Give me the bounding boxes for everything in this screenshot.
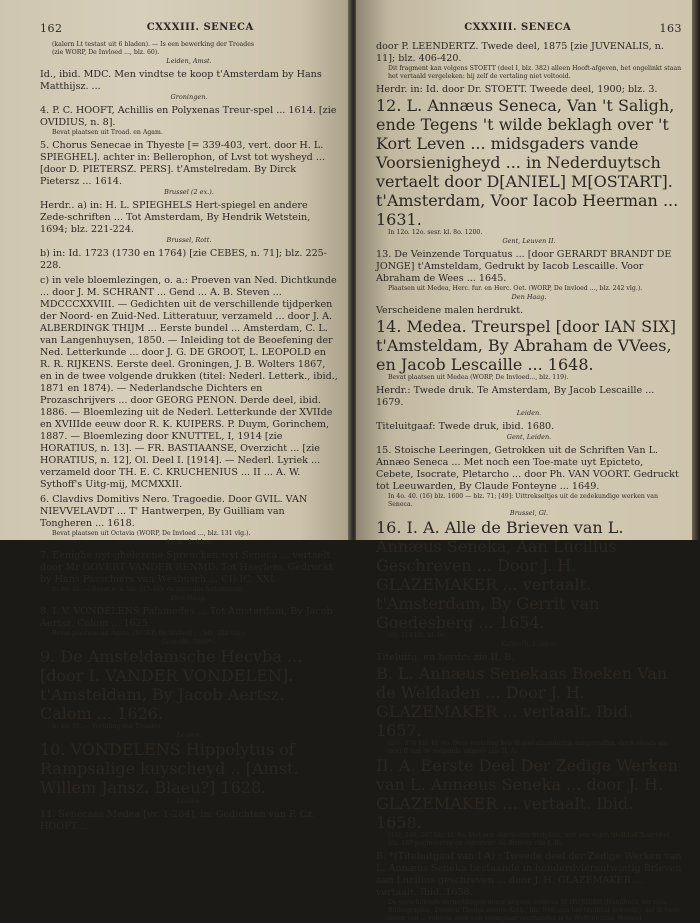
library-location: Antw., Leiden. xyxy=(165,538,213,546)
bibliographic-note: In 4o. 40. (16) blz. 1600 — blz. 71; [49]: Uittrekseltjes uit de zedekundige werken van Seneca. xyxy=(388,493,658,508)
right-page-number: 163 xyxy=(659,22,682,35)
bibliographic-note: Bevat plaatsen uit Medea (WORP, De Invloed..., blz. 119). xyxy=(388,374,569,381)
library-location: Gent (Bl. 7998*). xyxy=(161,638,217,646)
bibliography-entry: 12. L. Annæus Seneca, Van 't Saligh, ende Tegens 't wilde beklagh over 't Kort Leven ... midsgaders vande Voorsienigheyd ... in Nederduytsch vertaelt door D[ANIEL] M[OSTART]. t'Amsterdam, Voor Iacob Heerman ... 1631. xyxy=(376,96,679,229)
library-location: Brussel (2 ex.). xyxy=(164,188,214,196)
library-location: Den Haag. xyxy=(511,293,547,301)
library-location: Den Haag. xyxy=(171,594,207,602)
right-page xyxy=(356,0,692,922)
right-page-text xyxy=(376,41,682,923)
library-location: Leiden. xyxy=(176,797,202,805)
bibliographic-note: (16), 346, 207 blz. kl. 8o. Met een algemeene titelplaat, met een eigen titelblad [kaartjes], blz. 167 pagineering en signatuur: de Brieven (zie I, B). xyxy=(388,832,672,847)
bibliography-entry: door P. LEENDERTZ. Twede deel, 1875 [zie JUVENALIS, n. 11]; blz. 406-420. xyxy=(376,41,664,64)
bibliography-entry: 14. Medea. Treurspel [door IAN SIX] t'Amsteldam, By Abraham de VVees, en Jacob Lescaille ... 1648. xyxy=(376,317,677,374)
bibliography-entry: B. *(Titeluitgaaf van I A) : Tweede deel der Zedige Werken van L. Annæus Seneka bestaande in honderdvierentwintig Brieven aan Lucilius geschreven ... door J. H. GLAZEMAKER ... vertaalt. Ibid. 1658. xyxy=(376,851,682,898)
bibliographic-note: Dit fragment kan volgens STOETT (deel I, blz. 382) alleen Hooft-afgeven, het ongelinkt staan het vertaald vergeleken: hij zelf de vertaling niet voltooid. xyxy=(388,65,682,80)
bibliography-entry: Herdr. in: Id. door Dr. STOETT. Tweede deel, 1900; blz. 3. xyxy=(376,84,658,95)
page-edge xyxy=(692,0,700,540)
library-location: Leiden, Amst. xyxy=(166,57,212,65)
bibliography-entry: 16. I. A. Alle de Brieven van L. Annæus Seneka, Aan Lucilius Geschreven ... Door J. H. GLAZEMAKER ... vertaalt. t'Amsterdam, By Gerrit van Goedesberg ... 1654. xyxy=(376,518,624,632)
bibliography-entry: Herdr.. a) in: H. L. SPIEGHELS Hert-spiegel en andere Zede-schriften ... Tot Amsterdam, By Hendrik Wetstein, 1694; blz. 221-224. xyxy=(40,200,311,235)
left-running-title: CXXXIII. SENECA xyxy=(146,22,254,33)
library-location: Gent, Leuven II. xyxy=(502,237,556,245)
bibliographic-note: In 4o. 40. — Vertaling der Troades. xyxy=(52,723,163,730)
library-location: Leiden. xyxy=(176,731,202,739)
bibliographic-note: (kalern Lt testast uit 6 bladen). — Is een bewerking der Troades xyxy=(52,41,255,48)
bibliography-entry: 4. P. C. HOOFT, Achillis en Polyxenas Treur-spel ... 1614. [zie OVIDIUS, n. 8]. xyxy=(40,105,337,128)
bibliography-entry: Verscheidene malen herdrukt. xyxy=(376,305,524,316)
bibliography-entry: 5. Chorus Senecae in Thyeste [= 339-403, vert. door H. L. SPIEGHEL]. achter in: Bellerophon, of Lvst tot wysheyd ... [door D. PIETERSZ. PERS]. t'Amstelredam. By Dirck Pietersz ... 1614. xyxy=(40,140,326,187)
bibliography-entry: b) in: Id. 1723 (1730 en 1764) [zie CEBES, n. 71]; blz. 225-228. xyxy=(40,248,328,271)
bibliographic-note: (zie WORP, De Invloed ..., blz. 60). xyxy=(52,49,160,56)
bibliographic-note: Bevat plaatsen uit Troad. en Agam. xyxy=(52,129,163,136)
library-location: Leiden. xyxy=(516,409,542,417)
left-page-number: 162 xyxy=(40,22,63,35)
library-location: Brussel, Rott. xyxy=(166,236,212,244)
bibliographic-note: In 12o. 12o. sesr. kl. 8o. 1200. xyxy=(388,229,483,236)
bibliography-entry: 6. Clavdivs Domitivs Nero. Tragoedie. Door GVIL. VAN NIEVVELAVDT ... T' Hantwerpen, By Guilliam van Tongheren ... 1618. xyxy=(40,494,308,529)
right-page-header xyxy=(376,22,682,35)
bibliographic-note: Plaatsen uit Medea, Herc. fur. en Herc. Oet. (WORP, De Invloed ..., blz. 242 vlg.). xyxy=(388,285,643,292)
bibliographic-note: (8), 214 blz. kl. 8o. xyxy=(388,632,447,639)
bibliography-entry: Titeluitgaaf: Twede druk, ibid. 1680. xyxy=(376,421,555,432)
library-location: Brussel, Gl. xyxy=(509,509,549,517)
bibliographic-note: Bevat plaatsen uit Agam. (WORP, De Invloed ..., blz. 202 vlg.) xyxy=(52,630,245,637)
library-location: Kalmoth, Leiden. xyxy=(500,640,558,648)
bibliography-entry: 7. Eenighe uyt-ghelezene Spreucken wyt Seneca ... vertaelt door Mr GOVERT VANDER RENMD. Tot Haerlem, Gedruckt by Hans Passchiers van Wesbusch ... CI) IC. XXI. xyxy=(40,550,333,585)
bibliographic-note: (20), 376 blz. kl. 8o. Deze vertaling heb ik niet afzonderlijk aangetroffen, doch steeds als deel II van de volgende uitgave (zie II, A). xyxy=(388,740,668,755)
left-page xyxy=(0,0,352,832)
bibliography-entry: 10. VONDELENS Hippolytus of Rampsalige kuyscheyd .. [Amst. Willem Jansz. Blaeu?] 1628. xyxy=(40,740,299,797)
right-running-title: CXXXIII. SENECA xyxy=(464,22,572,33)
bibliographic-note: In 8o. 40. — Bevat o. a. blz. (15-46): de remediis fortuitorum. xyxy=(52,586,244,593)
left-page-header xyxy=(40,22,338,35)
bibliography-entry: Titeluitg. en herdr.: zie II, B. xyxy=(376,652,515,663)
bibliography-entry: Herdr.: Twede druk. Te Amsterdam, By Jacob Lescaille ... 1679. xyxy=(376,385,655,408)
bibliography-entry: II. A. Eerste Deel Der Zedige Werken van L. Annæus Seneka ... door J. H. GLAZEMAKER ... vertaalt. Ibid. 1658. xyxy=(376,756,678,832)
bibliography-entry: 9. De Amsteldamsche Hecvba ... [door I. VANDER VONDELEN]. t'Amsteldam, By Jacob Aertsz. Calom ... 1626. xyxy=(40,647,303,723)
bibliographic-note: Bevat plaatsen uit Octavia (WORP, De Invloed ..., blz. 131 vlg.). xyxy=(52,530,251,537)
bibliography-entry: B. L. Annæus Senekaas Boeken Van de Weldaden ... Door J. H. GLAZEMAKER ... vertaalt. Ibid. 1657. xyxy=(376,664,668,740)
bibliography-entry: 13. De Veinzende Torquatus ... [door GERARDT BRANDT DE JONGE] t'Amsteldam, Gedrukt by Iacob Lescaille. Voor Abraham de Wees ... 1645. xyxy=(376,249,672,284)
library-location: Gent, Leiden. xyxy=(506,433,552,441)
bibliographic-note: De verschillende vermeldingen dezer uitgave, volgens SCHWEIGER (Handbuch der clas. Bibliographie, Zweiten Theiles zweite Abth., blz. 940; aan het titelblad gekende), dat ik twee delen van ... volgens wien een exemplaar voorhanden is te Wolfenbüttel. Hoewel xyxy=(388,899,680,922)
bibliography-entry: 15. Stoische Leeringen, Getrokken uit de Schriften Van L. Annæo Seneca ... Met noch een Toe-mate uyt Epicteto, Cebete, Isocrate, Pletarcho ... door Ph. VAN VOORT. Gedruckt tot Leeuwarden, By Claude Fonteyne ... 1649. xyxy=(376,445,679,492)
bibliography-entry: 8. I. V. VONDELENS Palamedes ... Tot Amsterdam, By Jacob Aertsz. Colom ... 1625. xyxy=(40,606,333,629)
bibliography-entry: Id., ibid. MDC. Men vindtse te koop t'Amsterdam by Hans Matthijsz. ... xyxy=(40,69,322,92)
left-page-text xyxy=(40,41,338,833)
bibliography-entry: 11. Senecaes Medea [vv. 1-284], in: Gedichten van P. Cz. HOOFT ... xyxy=(40,809,316,832)
bibliography-entry: c) in vele bloemlezingen, o. a.: Proeven van Ned. Dichtkunde ... door J. M. SCHRANT ... Gend ... A. B. Steven ... MDCCCXXVIII. — Gedichten uit de verschillende tijdperken der Noord- en Zuid-Ned. Litteratuur, verzameld ... door J. A. ALBERDINGK THIJM ... Eerste bundel ... Amsterdam, C. L. van Langenhuysen, 1850. — Inleiding tot de Beoefening der Ned. Letterkunde ... door J. G. DE GROOT, L. LEOPOLD en R. R. RIJKENS. Eerste deel. Groningen, J. B. Wolters 1867, en in de twee volgende drukken (titel: Nederl. Letterk., ibid., 1871 en 1874). — Nederlandsche Dichters en Prozaschrijvers ... door GEORG PENON. Derde deel, ibid. 1886. — Bloemlezing uit de Nederl. Letterkunde der XVIIde en XVIIIde eeuw door R. K. KUIPERS. P. Duym, Gorinchem, 1887. — Bloemlezing door KNUTTEL, I, 1914 [zie HORATIUS, n. 13]. — FR. BASTIAANSE, Overzicht ... [zie HORATIUS, n. 12], Ol. Deel I. [1914]. — Nederl. Lyriek ... verzameld door TH. E. C. KRUCHENIUS ... II ... A. W. Sythoff's Uitg-mij, MCMXXII. xyxy=(40,275,338,490)
library-location: Groningen. xyxy=(170,93,208,101)
